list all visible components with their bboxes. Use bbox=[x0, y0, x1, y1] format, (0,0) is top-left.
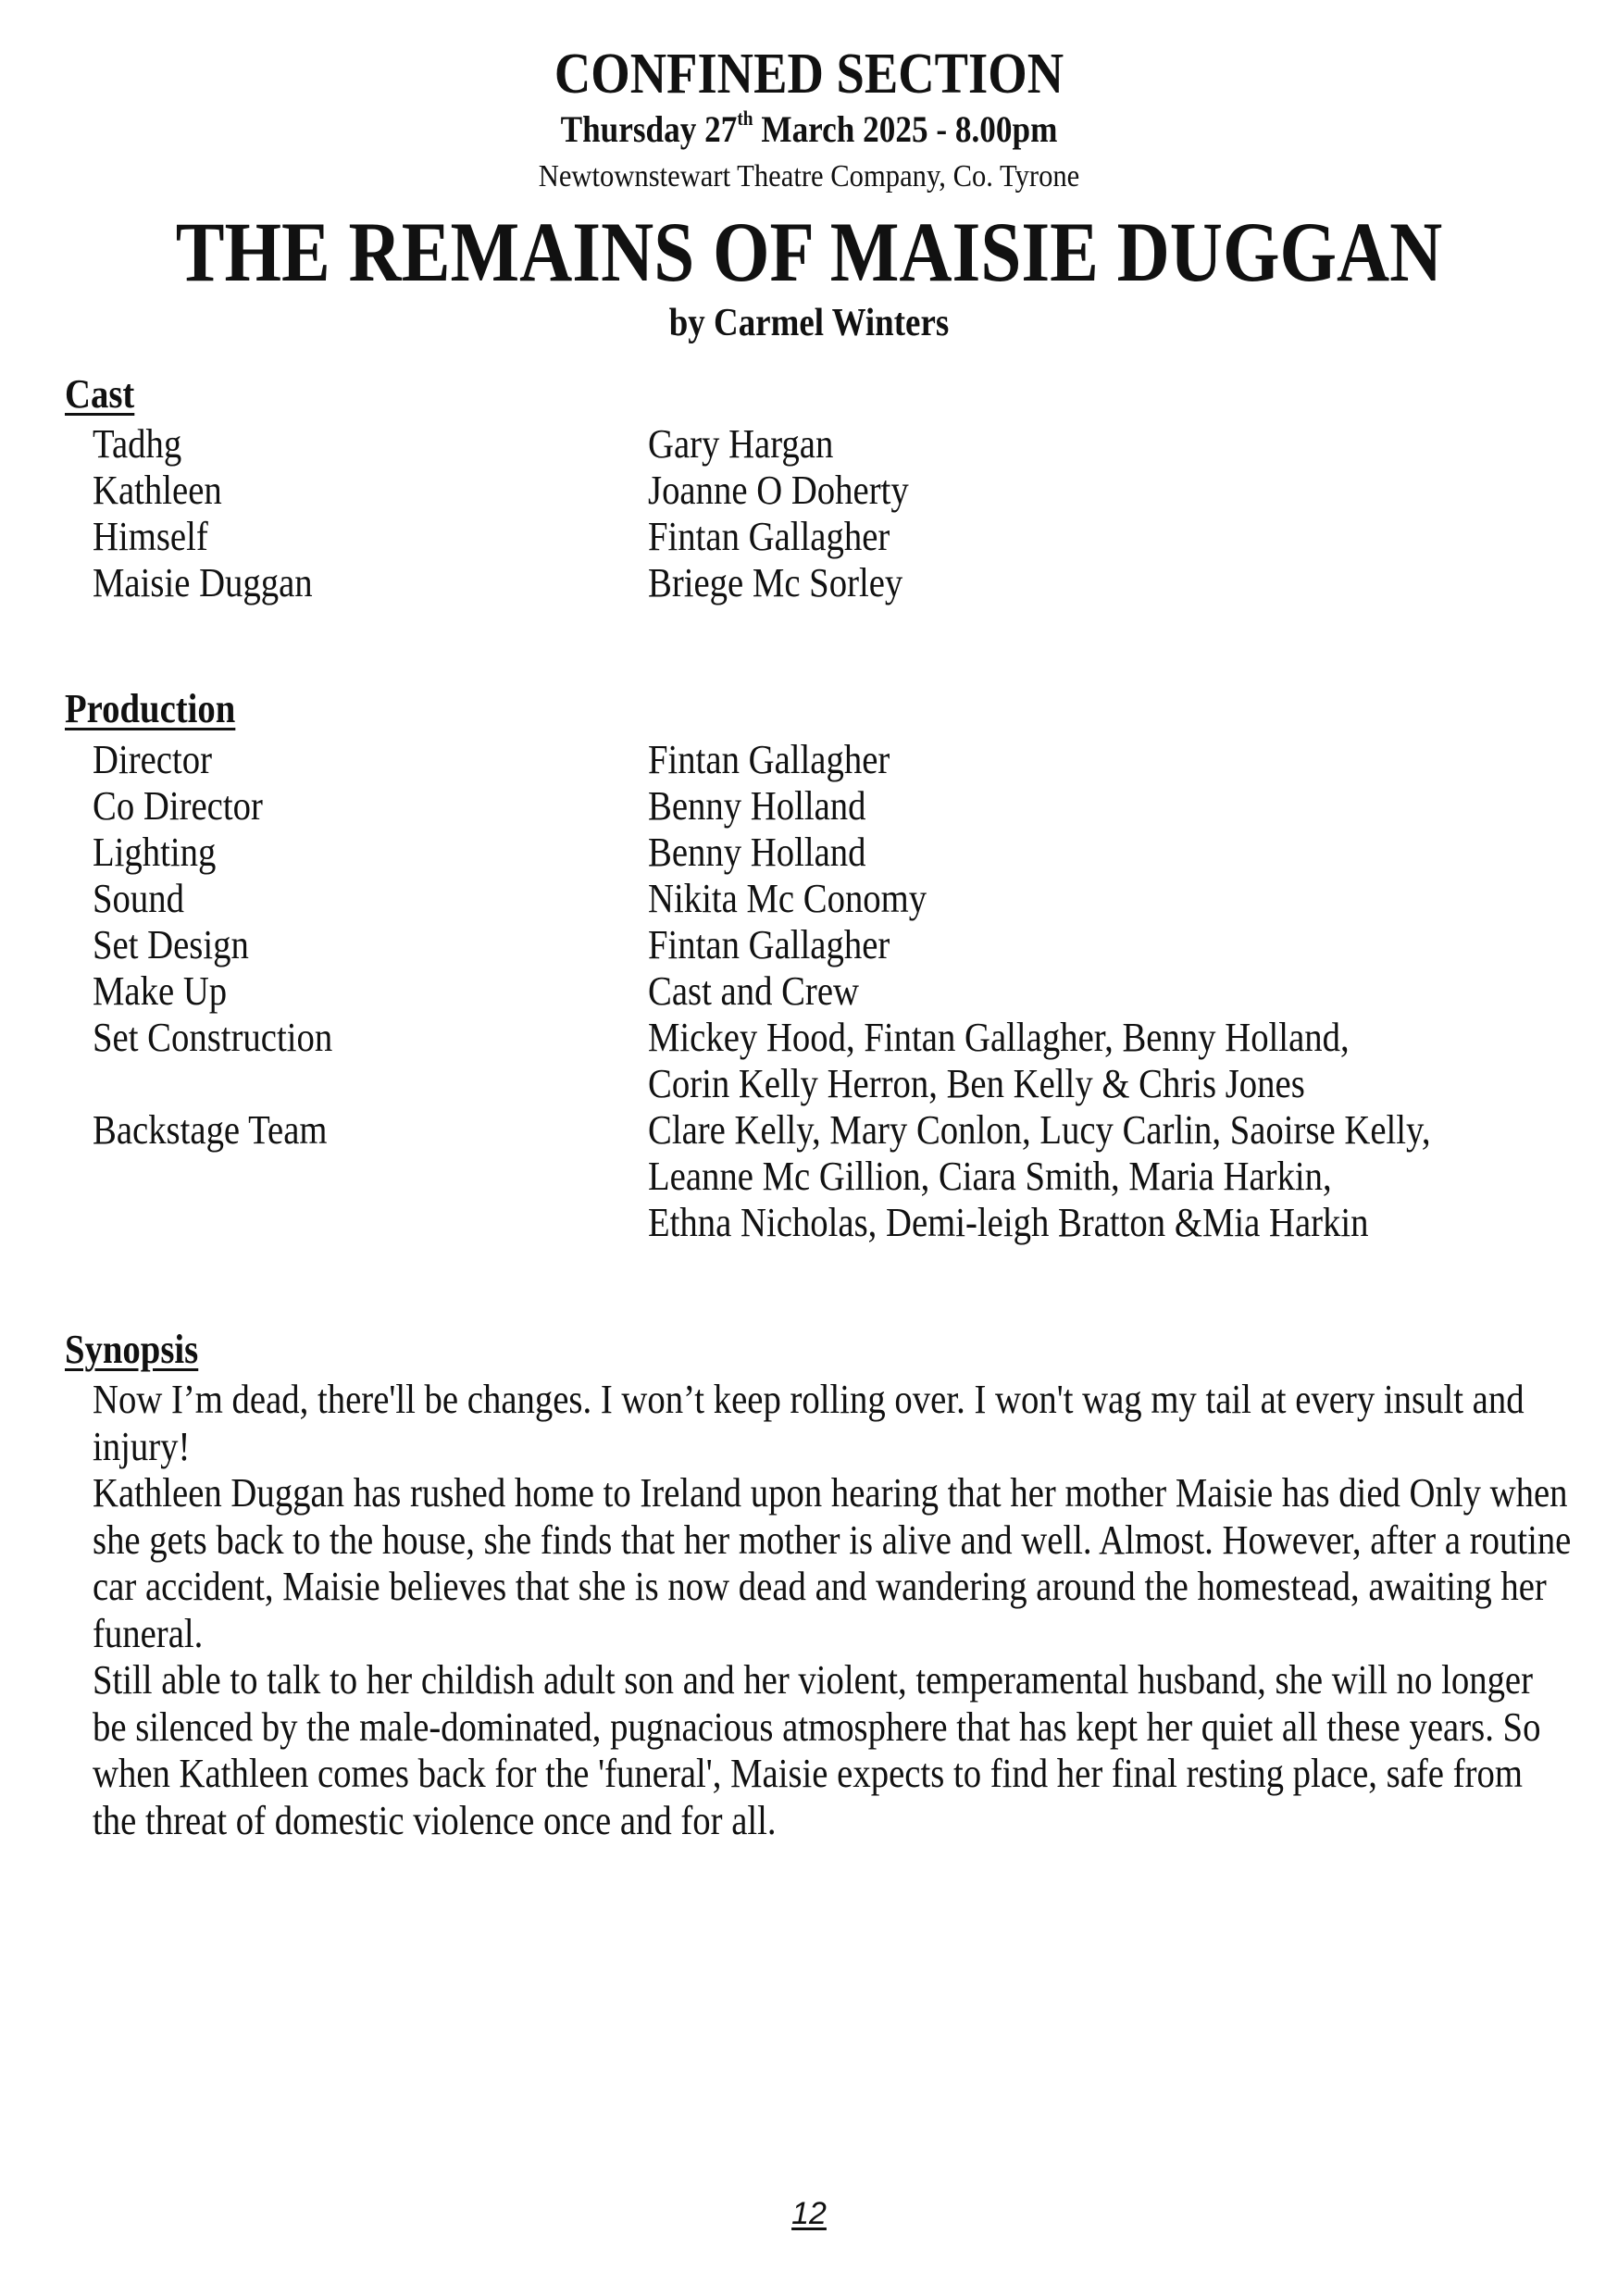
production-person bbox=[648, 968, 1592, 1015]
production-person bbox=[648, 876, 1592, 922]
production-list bbox=[93, 737, 1592, 1246]
production-person-line: Nikita Mc Conomy bbox=[648, 876, 927, 921]
date-prefix: Thursday 27 bbox=[560, 108, 738, 150]
production-person-line: Benny Holland bbox=[648, 783, 866, 829]
production-person-line: Ethna Nicholas, Demi-leigh Bratton &Mia Harkin bbox=[648, 1200, 1369, 1245]
production-person-line: Leanne Mc Gillion, Ciara Smith, Maria Harkin, bbox=[648, 1154, 1332, 1199]
production-person bbox=[648, 1107, 1592, 1246]
production-role: Set Design bbox=[93, 922, 249, 967]
production-row bbox=[93, 876, 1592, 922]
synopsis-paragraph: Kathleen Duggan has rushed home to Ireland upon hearing that her mother Maisie has died Only when she gets back to the house, she finds that her mother is alive and well. Almost. However, after a routine car accident, Maisie believes that she is now dead and wandering around the homestead, awaiting her funeral. bbox=[93, 1470, 1572, 1656]
production-person-line: Benny Holland bbox=[648, 830, 866, 875]
production-heading: Production bbox=[65, 686, 236, 731]
synopsis-paragraph: Now I’m dead, there'll be changes. I won’t keep rolling over. I won't wag my tail at every insult and injury! bbox=[93, 1377, 1525, 1469]
production-person-line: Clare Kelly, Mary Conlon, Lucy Carlin, Saoirse Kelly, bbox=[648, 1107, 1431, 1153]
company-name: Newtownstewart Theatre Company, Co. Tyrone bbox=[538, 159, 1080, 193]
play-title: THE REMAINS OF MAISIE DUGGAN bbox=[175, 205, 1443, 299]
cast-person bbox=[648, 421, 1592, 468]
synopsis-paragraph: Still able to talk to her childish adult son and her violent, temperamental husband, she will no longer be silenced by the male-dominated, pugnacious atmosphere that has kept her quiet all these years. So when Kathleen comes back for the 'funeral', Maisie expects to find her final resting place, safe from the threat of domestic violence once and for all. bbox=[93, 1657, 1541, 1843]
production-role: Make Up bbox=[93, 968, 228, 1014]
production-role: Co Director bbox=[93, 783, 263, 829]
page-header bbox=[0, 41, 1618, 346]
production-person-line: Fintan Gallagher bbox=[648, 737, 890, 782]
production-role: Lighting bbox=[93, 830, 217, 875]
cast-role: Himself bbox=[93, 514, 208, 559]
cast-list bbox=[93, 421, 1592, 606]
production-person bbox=[648, 922, 1592, 968]
production-row bbox=[93, 830, 1592, 876]
cast-row bbox=[93, 468, 1592, 514]
production-person-line: Cast and Crew bbox=[648, 968, 859, 1014]
page-number: 12 bbox=[791, 2196, 827, 2231]
synopsis-heading: Synopsis bbox=[65, 1327, 199, 1372]
cast-person-line: Fintan Gallagher bbox=[648, 514, 890, 559]
production-row bbox=[93, 783, 1592, 830]
date-suffix: th bbox=[737, 106, 753, 130]
cast-person bbox=[648, 560, 1592, 606]
cast-person-line: Joanne O Doherty bbox=[648, 468, 909, 513]
cast-role: Maisie Duggan bbox=[93, 560, 313, 605]
cast-row bbox=[93, 421, 1592, 468]
cast-person-line: Gary Hargan bbox=[648, 421, 834, 467]
production-role: Director bbox=[93, 737, 213, 782]
production-row bbox=[93, 1015, 1592, 1107]
production-person bbox=[648, 1015, 1592, 1107]
date-rest: March 2025 - 8.00pm bbox=[753, 108, 1058, 150]
production-person-line: Mickey Hood, Fintan Gallagher, Benny Holland, bbox=[648, 1015, 1350, 1060]
author-line: by Carmel Winters bbox=[668, 302, 950, 344]
production-row bbox=[93, 737, 1592, 783]
section-title: CONFINED SECTION bbox=[554, 43, 1064, 106]
cast-row bbox=[93, 560, 1592, 606]
cast-person-line: Briege Mc Sorley bbox=[648, 560, 903, 605]
production-row bbox=[93, 922, 1592, 968]
production-row bbox=[93, 968, 1592, 1015]
production-role: Backstage Team bbox=[93, 1107, 328, 1153]
cast-heading: Cast bbox=[65, 371, 135, 417]
cast-row bbox=[93, 514, 1592, 560]
cast-role: Tadhg bbox=[93, 421, 182, 467]
production-person bbox=[648, 830, 1592, 876]
cast-role: Kathleen bbox=[93, 468, 222, 513]
production-role: Sound bbox=[93, 876, 184, 921]
production-person-line: Fintan Gallagher bbox=[648, 922, 890, 967]
production-person bbox=[648, 737, 1592, 783]
performance-date bbox=[97, 107, 1521, 152]
cast-person bbox=[648, 514, 1592, 560]
production-person bbox=[648, 783, 1592, 830]
production-role: Set Construction bbox=[93, 1015, 333, 1060]
production-row bbox=[93, 1107, 1592, 1246]
production-person-line: Corin Kelly Herron, Ben Kelly & Chris Jones bbox=[648, 1061, 1305, 1106]
synopsis-text bbox=[93, 1377, 1575, 1844]
cast-person bbox=[648, 468, 1592, 514]
